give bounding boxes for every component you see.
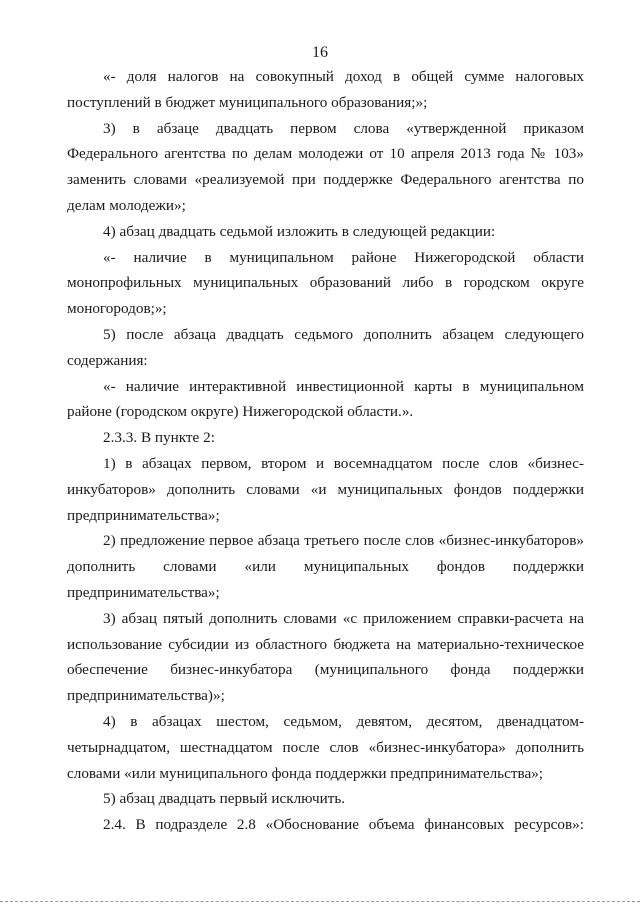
paragraph-item-3-subsidy: 3) абзац пятый дополнить словами «с приложением справки-расчета на использование субсидии из областного бюджета на материально-техническое обеспечение бизнес-инкубатора (муниципального фонда поддержки предпринимательства)»; [67,609,584,705]
body-text [67,64,584,838]
page-number: 16 [312,44,328,61]
paragraph-monotowns: «- наличие в муниципальном районе Нижегородской области монопрофильных муниципальных образований либо в городском округе моногородов;»; [67,248,584,318]
paragraph-item-5-add: 5) после абзаца двадцать седьмого дополнить абзацем следующего содержания: [67,325,584,369]
page-bottom-edge [0,901,640,902]
paragraph-item-4-new-wording: 4) абзац двадцать седьмой изложить в следующей редакции: [103,222,496,240]
paragraph-item-1-incubators: 1) в абзацах первом, втором и восемнадцатом после слов «бизнес-инкубаторов» дополнить словами «и муниципальных фондов поддержки предпринимательства»; [67,454,584,524]
paragraph-item-2-sentence: 2) предложение первое абзаца третьего после слов «бизнес-инкубаторов» дополнить словами «или муниципальных фондов поддержки предпринимательства»; [67,532,584,601]
paragraph-item-5-exclude: 5) абзац двадцать первый исключить. [103,790,346,808]
paragraph-tax-share: «- доля налогов на совокупный доход в общей сумме налоговых поступлений в бюджет муниципального образования;»; [67,68,584,111]
paragraph-investment-map: «- наличие интерактивной инвестиционной карты в муниципальном районе (городском округе) Нижегородской области.». [67,377,584,421]
paragraph-item-4-paragraphs: 4) в абзацах шестом, седьмом, девятом, десятом, двенадцатом-четырнадцатом, шестнадцатом после слов «бизнес-инкубатора» дополнить словами «или муниципального фонда поддержки предпринимательства»; [67,712,584,782]
paragraph-section-2-3-3: 2.3.3. В пункте 2: [103,429,215,447]
paragraph-item-3-youth-agency: 3) в абзаце двадцать первом слова «утвержденной приказом Федерального агентства по делам молодежи от 10 апреля 2013 года № 103» заменить словами «реализуемой при поддержке Федерального агентства по делам молодежи»; [67,119,584,214]
paragraph-section-2-4: 2.4. В подразделе 2.8 «Обоснование объема финансовых ресурсов»: [103,816,584,834]
